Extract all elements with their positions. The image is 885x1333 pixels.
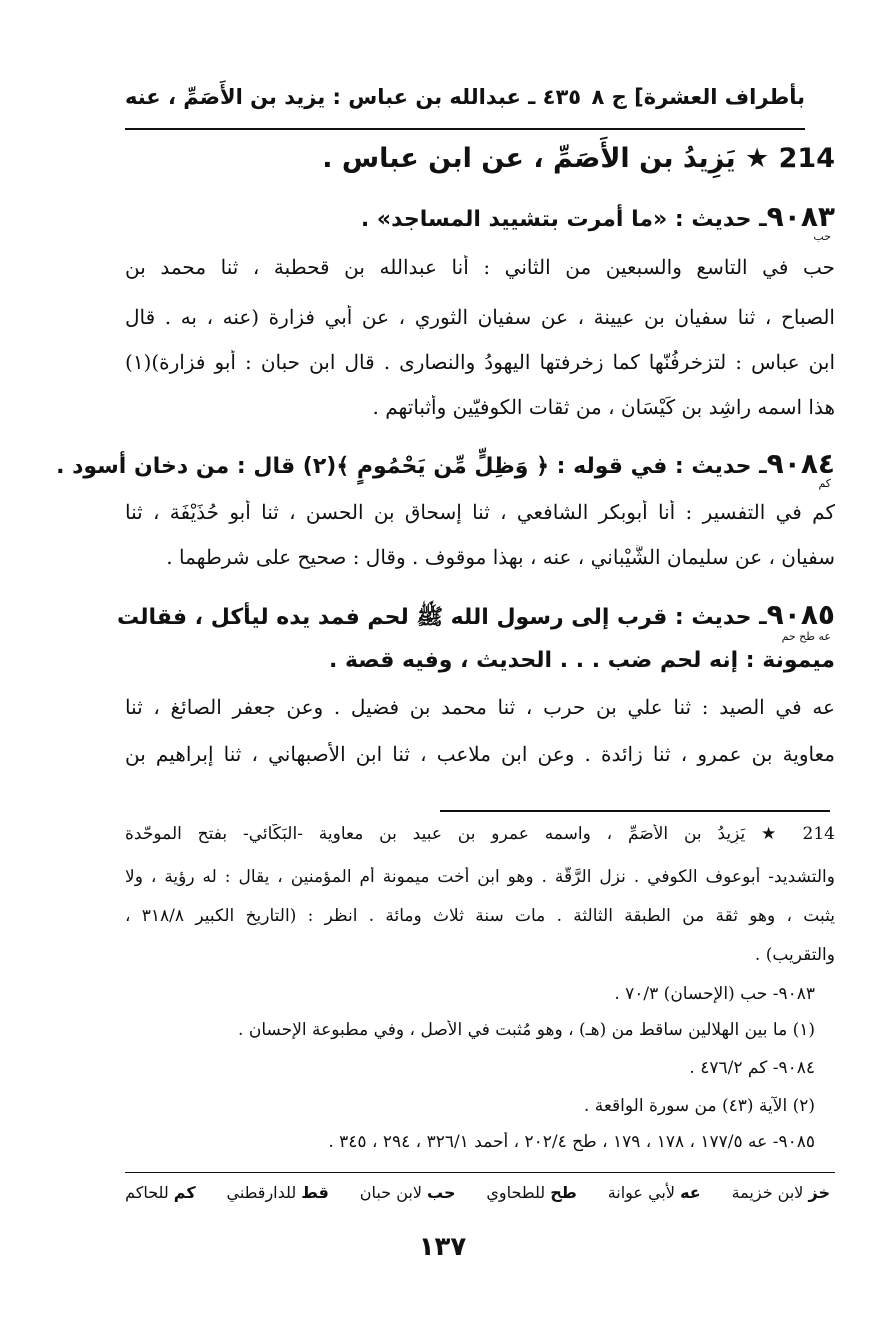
footnote-note: ٩٠٨٣- حب (الإحسان) ٧٠/٣ .: [614, 984, 815, 1004]
running-header: [125, 80, 805, 114]
header-chapter-title: ٤٣٥ ـ عبدالله بن عباس : يزيد بن الأَصَمِّ ، عنه: [125, 85, 582, 109]
footnote-note: ٩٠٨٥- عه ١٧٧/٥ ، ١٧٨ ، ١٧٩ ، طح ٢٠٢/٤ ، أحمد ٣٢٦/١ ، ٢٩٤ ، ٣٤٥ .: [328, 1132, 815, 1152]
entry-title: يَزِيدُ بن الأَصَمِّ ، عن ابن عباس .: [322, 143, 736, 174]
abbreviations-divider: [125, 1172, 835, 1173]
footnote-divider: [440, 810, 830, 812]
hadith-number: ٩٠٨٥: [766, 598, 835, 631]
abbreviation-item: طح للطحاوي: [486, 1183, 577, 1202]
hadith-number: ٩٠٨٤: [766, 447, 835, 480]
footnote-line: والتقريب) .: [754, 945, 835, 965]
page-number: ١٣٧: [418, 1232, 467, 1262]
body-line: معاوية بن عمرو ، ثنا زائدة . وعن ابن ملاعب ، ثنا ابن الأصبهاني ، ثنا إبراهيم بن: [125, 742, 835, 766]
abbreviation-item: عه لأبي عوانة: [607, 1183, 701, 1202]
hadith-heading-continued: ميمونة : إنه لحم ضب . . . الحديث ، وفيه قصة .: [328, 648, 835, 673]
body-line: عه في الصيد : ثنا علي بن حرب ، ثنا محمد بن فضيل . وعن جعفر الصائغ ، ثنا: [125, 695, 835, 719]
entry-number: 214: [778, 143, 835, 174]
footnote-line: والتشديد- أبوعوف الكوفي . نزل الرَّقّة . وهو ابن أخت ميمونة أم المؤمنين ، يقال : له رؤية ، ولا: [125, 867, 835, 887]
body-line: سفيان ، عن سليمان الشَّيْباني ، عنه ، بهذا موقوف . وقال : صحيح على شرطهما .: [166, 545, 835, 569]
hadith-number: ٩٠٨٣: [766, 200, 835, 233]
header-divider: [125, 128, 805, 130]
body-line: كم في التفسير : أنا أبوبكر الشافعي ، ثنا إسحاق بن الحسن ، ثنا أبو حُذَيْفَة ، ثنا: [125, 500, 835, 524]
hadith-heading: [125, 200, 835, 243]
footnote-note: ٩٠٨٤- كم ٤٧٦/٢ .: [689, 1058, 815, 1078]
body-line: حب في التاسع والسبعين من الثاني : أنا عبدالله بن قحطبة ، ثنا محمد بن: [125, 255, 835, 279]
header-book-title: بأطراف العشرة] ج ٨: [591, 85, 805, 109]
footnote-note: (١) ما بين الهلالين ساقط من (هـ) ، وهو مُثبت في الأصل ، وفي مطبوعة الإحسان .: [238, 1020, 815, 1040]
footnote-line: يثبت ، وهو ثقة من الطبقة الثالثة . مات سنة ثلاث ومائة . انظر : (التاريخ الكبير ٣١٨/٨ ،: [125, 906, 835, 926]
source-tag: كم: [818, 477, 831, 490]
hadith-heading: [116, 598, 835, 643]
abbreviations-legend: [125, 1183, 830, 1202]
footnote-line: 214 ★ يَزِيدُ بن الأَصَمِّ ، واسمه عمرو بن عبيد بن معاوية -البَكّائي- بفتح الموحّدة: [125, 824, 835, 844]
hadith-heading: [56, 447, 835, 490]
star-icon: ★: [745, 143, 770, 174]
source-tag: عه طح حم: [781, 630, 831, 643]
abbreviation-item: قط للدارقطني: [226, 1183, 329, 1202]
entry-heading: [125, 143, 835, 174]
source-tag: حب: [813, 230, 831, 243]
hadith-heading-text: ـ حديث : «ما أمرت بتشييد المساجد» .: [360, 207, 767, 232]
body-line: ابن عباس : لتزخرفُنّها كما زخرفتها اليهودُ والنصارى . قال ابن حبان : أبو فزارة)(١): [125, 350, 835, 374]
body-line: هذا اسمه راشِد بن كَيْسَان ، من ثقات الكوفيّين وأثباتهم .: [372, 395, 835, 419]
hadith-heading-text: ـ حديث : في قوله : ﴿ وَظِلٍّ مِّن يَحْمُومٍ ﴾(٢) قال : من دخان أسود .: [56, 454, 767, 479]
abbreviation-item: حب لابن حبان: [359, 1183, 456, 1202]
footnote-note: (٢) الآية (٤٣) من سورة الواقعة .: [583, 1096, 815, 1116]
hadith-heading-text: ـ حديث : قرب إلى رسول الله ﷺ لحم فمد يده ليأكل ، فقالت: [116, 605, 767, 630]
abbreviation-item: كم للحاكم: [125, 1183, 196, 1202]
abbreviation-item: خز لابن خزيمة: [731, 1183, 830, 1202]
body-line: الصباح ، ثنا سفيان بن عيينة ، عن سفيان الثوري ، عن أبي فزارة (عنه ، به . قال: [125, 305, 835, 329]
